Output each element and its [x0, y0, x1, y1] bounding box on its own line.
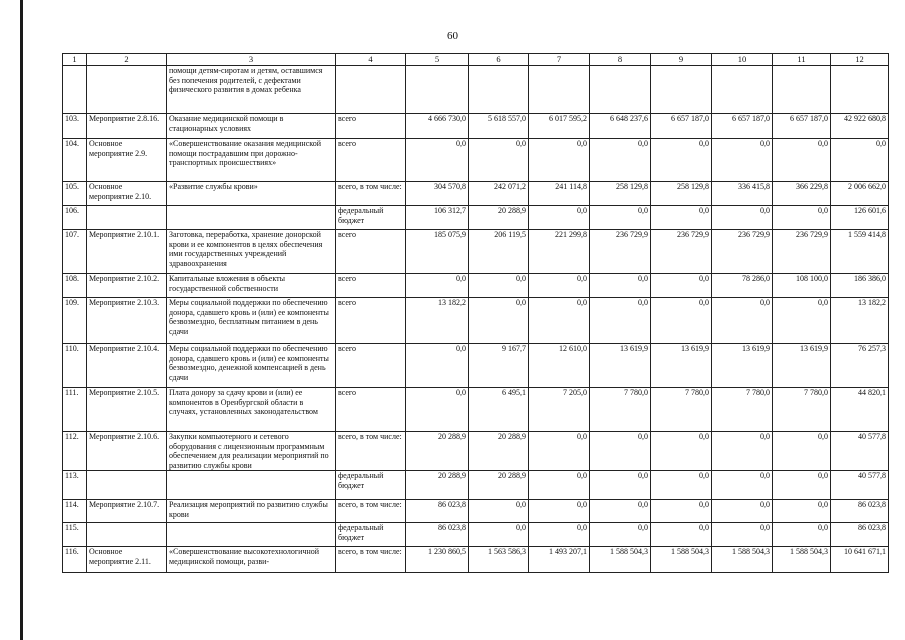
value-cell: 0,0 [773, 298, 831, 344]
value-cell: 258 129,8 [651, 182, 712, 206]
column-header: 6 [469, 54, 529, 66]
row-number-cell: 104. [63, 139, 87, 182]
description-cell [167, 523, 336, 547]
funding-source-cell: всего [336, 388, 406, 432]
row-number-cell: 115. [63, 523, 87, 547]
column-header: 8 [590, 54, 651, 66]
value-cell: 6 495,1 [469, 388, 529, 432]
funding-source-cell: федеральный бюджет [336, 206, 406, 230]
value-cell: 0,0 [651, 500, 712, 523]
value-cell: 7 780,0 [651, 388, 712, 432]
value-cell: 44 820,1 [831, 388, 889, 432]
description-cell: «Совершенствование оказания медицинской помощи пострадавшим при дорожно-транспортных происшествиях» [167, 139, 336, 182]
value-cell: 0,0 [469, 523, 529, 547]
value-cell: 0,0 [773, 206, 831, 230]
funding-source-cell: всего [336, 344, 406, 388]
table-row [63, 230, 889, 274]
value-cell: 0,0 [590, 139, 651, 182]
event-name-cell: Мероприятие 2.10.6. [87, 432, 167, 471]
value-cell: 0,0 [529, 500, 590, 523]
value-cell: 13 619,9 [651, 344, 712, 388]
value-cell: 6 017 595,2 [529, 114, 590, 139]
value-cell: 106 312,7 [406, 206, 469, 230]
row-number-cell: 110. [63, 344, 87, 388]
value-cell: 0,0 [406, 274, 469, 298]
value-cell: 13 182,2 [831, 298, 889, 344]
value-cell: 0,0 [712, 523, 773, 547]
table-row [63, 388, 889, 432]
table-row [63, 523, 889, 547]
funding-source-cell: всего [336, 274, 406, 298]
row-number-cell: 109. [63, 298, 87, 344]
value-cell: 20 288,9 [406, 471, 469, 500]
value-cell: 236 729,9 [651, 230, 712, 274]
table-row [63, 182, 889, 206]
value-cell: 0,0 [469, 500, 529, 523]
table-row [63, 139, 889, 182]
value-cell: 0,0 [529, 432, 590, 471]
funding-source-cell: федеральный бюджет [336, 471, 406, 500]
table-row [63, 298, 889, 344]
value-cell: 10 641 671,1 [831, 547, 889, 573]
column-header: 12 [831, 54, 889, 66]
column-header: 7 [529, 54, 590, 66]
value-cell: 2 006 662,0 [831, 182, 889, 206]
event-name-cell: Мероприятие 2.10.4. [87, 344, 167, 388]
value-cell: 1 588 504,3 [590, 547, 651, 573]
value-cell: 236 729,9 [590, 230, 651, 274]
value-cell: 108 100,0 [773, 274, 831, 298]
value-cell: 185 075,9 [406, 230, 469, 274]
value-cell [406, 66, 469, 114]
description-cell: «Совершенствование высокотехнологичной медицинской помощи, разви- [167, 547, 336, 573]
value-cell: 6 657 187,0 [773, 114, 831, 139]
value-cell: 0,0 [712, 471, 773, 500]
value-cell: 0,0 [773, 432, 831, 471]
value-cell: 0,0 [773, 139, 831, 182]
value-cell: 0,0 [590, 432, 651, 471]
value-cell: 12 610,0 [529, 344, 590, 388]
event-name-cell [87, 523, 167, 547]
funding-source-cell: всего, в том числе: [336, 182, 406, 206]
row-number-cell: 114. [63, 500, 87, 523]
value-cell: 258 129,8 [590, 182, 651, 206]
value-cell [469, 66, 529, 114]
value-cell: 0,0 [712, 298, 773, 344]
header-row [63, 54, 889, 66]
funding-source-cell [336, 66, 406, 114]
value-cell [712, 66, 773, 114]
value-cell: 0,0 [773, 471, 831, 500]
value-cell: 0,0 [831, 139, 889, 182]
value-cell: 0,0 [529, 298, 590, 344]
value-cell [590, 66, 651, 114]
value-cell: 236 729,9 [712, 230, 773, 274]
value-cell: 13 619,9 [712, 344, 773, 388]
value-cell: 0,0 [773, 523, 831, 547]
column-header: 4 [336, 54, 406, 66]
value-cell: 0,0 [590, 298, 651, 344]
value-cell: 86 023,8 [831, 500, 889, 523]
value-cell: 0,0 [529, 471, 590, 500]
value-cell: 1 588 504,3 [773, 547, 831, 573]
value-cell: 0,0 [651, 471, 712, 500]
event-name-cell: Мероприятие 2.10.2. [87, 274, 167, 298]
event-name-cell: Основное мероприятие 2.11. [87, 547, 167, 573]
table-row [63, 432, 889, 471]
value-cell: 366 229,8 [773, 182, 831, 206]
value-cell: 86 023,8 [406, 523, 469, 547]
value-cell: 241 114,8 [529, 182, 590, 206]
event-name-cell: Мероприятие 2.10.5. [87, 388, 167, 432]
value-cell: 13 619,9 [590, 344, 651, 388]
value-cell [831, 66, 889, 114]
value-cell: 13 619,9 [773, 344, 831, 388]
value-cell: 20 288,9 [469, 206, 529, 230]
column-header: 1 [63, 54, 87, 66]
value-cell: 7 205,0 [529, 388, 590, 432]
value-cell [651, 66, 712, 114]
row-number-cell: 116. [63, 547, 87, 573]
value-cell: 0,0 [651, 298, 712, 344]
value-cell: 13 182,2 [406, 298, 469, 344]
value-cell: 42 922 680,8 [831, 114, 889, 139]
value-cell: 1 588 504,3 [712, 547, 773, 573]
row-number-cell: 108. [63, 274, 87, 298]
value-cell: 1 493 207,1 [529, 547, 590, 573]
event-name-cell: Мероприятие 2.10.7. [87, 500, 167, 523]
value-cell: 0,0 [651, 523, 712, 547]
value-cell: 5 618 557,0 [469, 114, 529, 139]
event-name-cell [87, 66, 167, 114]
value-cell: 76 257,3 [831, 344, 889, 388]
value-cell: 1 559 414,8 [831, 230, 889, 274]
value-cell: 0,0 [651, 206, 712, 230]
row-number-cell [63, 66, 87, 114]
row-number-cell: 107. [63, 230, 87, 274]
value-cell: 78 286,0 [712, 274, 773, 298]
value-cell: 1 563 586,3 [469, 547, 529, 573]
value-cell: 0,0 [469, 274, 529, 298]
funding-source-cell: всего [336, 114, 406, 139]
value-cell: 0,0 [712, 500, 773, 523]
description-cell: Реализация мероприятий по развитию службы крови [167, 500, 336, 523]
value-cell: 1 230 860,5 [406, 547, 469, 573]
row-number-cell: 112. [63, 432, 87, 471]
value-cell: 0,0 [529, 274, 590, 298]
value-cell: 0,0 [651, 139, 712, 182]
table-row [63, 344, 889, 388]
value-cell: 20 288,9 [469, 432, 529, 471]
row-number-cell: 111. [63, 388, 87, 432]
value-cell: 1 588 504,3 [651, 547, 712, 573]
funding-source-cell: федеральный бюджет [336, 523, 406, 547]
funding-source-cell: всего [336, 298, 406, 344]
value-cell: 186 386,0 [831, 274, 889, 298]
value-cell: 0,0 [529, 206, 590, 230]
value-cell: 0,0 [712, 139, 773, 182]
value-cell: 221 299,8 [529, 230, 590, 274]
funding-source-cell: всего, в том числе: [336, 432, 406, 471]
row-number-cell: 106. [63, 206, 87, 230]
column-header: 9 [651, 54, 712, 66]
description-cell: Меры социальной поддержки по обеспечению донора, сдавшего кровь и (или) ее компоненты безвозмездно, бесплатным питанием в день сдачи [167, 298, 336, 344]
row-number-cell: 113. [63, 471, 87, 500]
description-cell [167, 471, 336, 500]
table-row [63, 547, 889, 573]
value-cell: 20 288,9 [469, 471, 529, 500]
value-cell: 0,0 [712, 432, 773, 471]
table-row [63, 114, 889, 139]
value-cell: 0,0 [590, 471, 651, 500]
event-name-cell: Мероприятие 2.8.16. [87, 114, 167, 139]
event-name-cell: Основное мероприятие 2.9. [87, 139, 167, 182]
budget-table [62, 53, 889, 573]
event-name-cell: Мероприятие 2.10.1. [87, 230, 167, 274]
value-cell: 0,0 [590, 523, 651, 547]
value-cell: 6 648 237,6 [590, 114, 651, 139]
page-edge-bar [20, 0, 23, 640]
value-cell: 0,0 [406, 139, 469, 182]
funding-source-cell: всего [336, 139, 406, 182]
event-name-cell [87, 471, 167, 500]
value-cell: 0,0 [590, 500, 651, 523]
value-cell: 0,0 [712, 206, 773, 230]
description-cell: Капитальные вложения в объекты государственной собственности [167, 274, 336, 298]
funding-source-cell: всего, в том числе: [336, 547, 406, 573]
value-cell: 7 780,0 [590, 388, 651, 432]
value-cell: 7 780,0 [773, 388, 831, 432]
value-cell: 0,0 [590, 274, 651, 298]
value-cell: 0,0 [651, 274, 712, 298]
value-cell: 336 415,8 [712, 182, 773, 206]
description-cell [167, 206, 336, 230]
value-cell: 0,0 [469, 298, 529, 344]
value-cell: 9 167,7 [469, 344, 529, 388]
event-name-cell: Основное мероприятие 2.10. [87, 182, 167, 206]
value-cell: 20 288,9 [406, 432, 469, 471]
description-cell: Плата донору за сдачу крови и (или) ее компонентов в Оренбургской области в случаях, установленных законодательством [167, 388, 336, 432]
table-row [63, 274, 889, 298]
value-cell: 86 023,8 [406, 500, 469, 523]
event-name-cell: Мероприятие 2.10.3. [87, 298, 167, 344]
row-number-cell: 105. [63, 182, 87, 206]
table-row [63, 66, 889, 114]
value-cell: 0,0 [406, 344, 469, 388]
funding-source-cell: всего [336, 230, 406, 274]
table-row [63, 471, 889, 500]
description-cell: «Развитие службы крови» [167, 182, 336, 206]
description-cell: Заготовка, переработка, хранение донорской крови и ее компонентов в целях обеспечения ими государственных учреждений здравоохранения [167, 230, 336, 274]
description-cell: помощи детям-сиротам и детям, оставшимся без попечения родителей, с дефектами физического развития в домах ребенка [167, 66, 336, 114]
event-name-cell [87, 206, 167, 230]
description-cell: Закупки компьютерного и сетевого оборудования с лицензионным программным обеспечением для реализации мероприятий по развитию службы крови [167, 432, 336, 471]
value-cell: 236 729,9 [773, 230, 831, 274]
value-cell: 0,0 [529, 139, 590, 182]
description-cell: Оказание медицинской помощи в стационарных условиях [167, 114, 336, 139]
value-cell: 206 119,5 [469, 230, 529, 274]
value-cell: 0,0 [406, 388, 469, 432]
value-cell [529, 66, 590, 114]
value-cell: 0,0 [529, 523, 590, 547]
value-cell: 86 023,8 [831, 523, 889, 547]
value-cell: 0,0 [469, 139, 529, 182]
value-cell: 242 071,2 [469, 182, 529, 206]
column-header: 3 [167, 54, 336, 66]
column-header: 5 [406, 54, 469, 66]
value-cell: 0,0 [773, 500, 831, 523]
description-cell: Меры социальной поддержки по обеспечению донора, сдавшего кровь и (или) ее компоненты безвозмездно, денежной компенсацией в день сдачи [167, 344, 336, 388]
page-number: 60 [447, 30, 458, 42]
value-cell: 4 666 730,0 [406, 114, 469, 139]
value-cell: 0,0 [651, 432, 712, 471]
value-cell: 126 601,6 [831, 206, 889, 230]
value-cell: 6 657 187,0 [651, 114, 712, 139]
column-header: 11 [773, 54, 831, 66]
column-header: 10 [712, 54, 773, 66]
value-cell: 6 657 187,0 [712, 114, 773, 139]
row-number-cell: 103. [63, 114, 87, 139]
value-cell [773, 66, 831, 114]
value-cell: 40 577,8 [831, 432, 889, 471]
value-cell: 40 577,8 [831, 471, 889, 500]
table-row [63, 206, 889, 230]
value-cell: 304 570,8 [406, 182, 469, 206]
table-row [63, 500, 889, 523]
funding-source-cell: всего, в том числе: [336, 500, 406, 523]
value-cell: 0,0 [590, 206, 651, 230]
column-header: 2 [87, 54, 167, 66]
value-cell: 7 780,0 [712, 388, 773, 432]
